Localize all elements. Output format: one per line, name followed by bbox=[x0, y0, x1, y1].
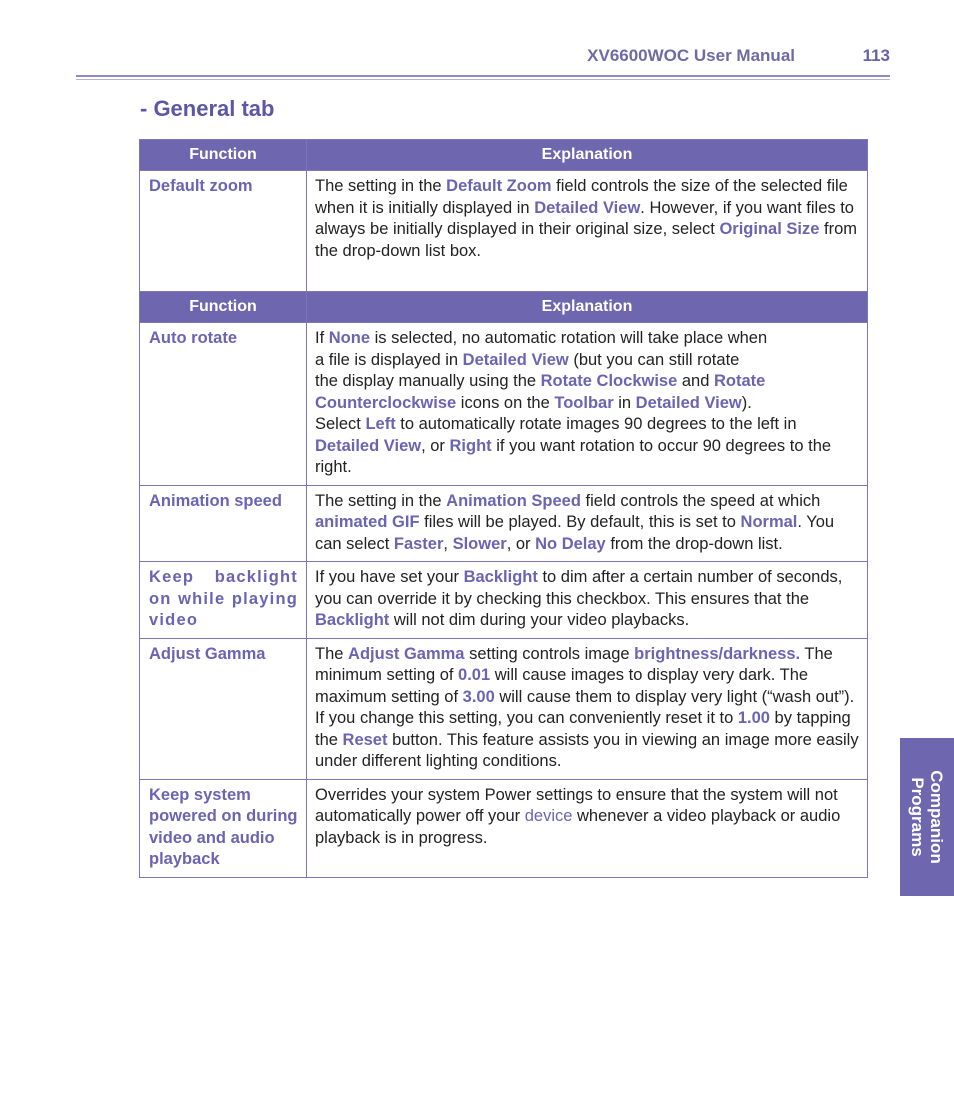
highlighted-term: Slower bbox=[452, 534, 507, 553]
highlighted-term: 3.00 bbox=[462, 687, 495, 706]
explanation-text: to automatically rotate images 90 degrees to the left in bbox=[395, 415, 797, 433]
default-zoom-table bbox=[139, 139, 868, 292]
side-tab-label bbox=[908, 770, 946, 864]
explanation-text: The setting in the bbox=[315, 491, 447, 510]
highlighted-term: Faster bbox=[393, 534, 444, 553]
section-title: - General tab bbox=[140, 96, 275, 121]
manual-title: XV6600WOC User Manual bbox=[587, 46, 795, 65]
explanation-text: ). bbox=[741, 393, 752, 412]
explanation-text: field controls the size of the selected file when it is initially displayed in bbox=[315, 177, 848, 217]
function-column-header: Function bbox=[140, 292, 307, 323]
explanation-text: if you want rotation to occur 90 degrees to the right. bbox=[315, 436, 832, 476]
explanation-cell bbox=[307, 323, 868, 486]
side-tab-line1: Companion bbox=[927, 770, 946, 864]
header-rule-thin bbox=[76, 79, 890, 80]
highlighted-term: Animation Speed bbox=[446, 491, 581, 510]
explanation-text: (but you can still rotate bbox=[568, 350, 740, 369]
explanation-text: will cause them to display very light (“wash out”). If you change this setting, you can conveniently reset it to bbox=[315, 687, 855, 727]
explanation-cell bbox=[307, 562, 868, 639]
explanation-text: button. This feature assists you in viewing an image more easily under different lighting conditions. bbox=[315, 730, 859, 770]
explanation-cell bbox=[307, 638, 868, 779]
highlighted-term: Default Zoom bbox=[446, 177, 552, 195]
explanation-text: icons on the bbox=[456, 393, 555, 412]
explanation-text: to dim after a certain number of seconds, you can override it by checking this checkbox. This ensures that the bbox=[315, 568, 843, 608]
explanation-text: by tapping the bbox=[315, 709, 851, 749]
highlighted-term: Backlight bbox=[463, 568, 538, 586]
explanation-text: will cause images to display very dark. The maximum setting of bbox=[315, 666, 809, 706]
explanation-text: If bbox=[315, 329, 329, 347]
highlighted-term: No Delay bbox=[535, 534, 606, 553]
settings-table bbox=[139, 291, 868, 878]
table-row bbox=[140, 171, 868, 292]
explanation-text: is selected, no automatic rotation will take place when bbox=[370, 329, 768, 347]
explanation-text: from the drop-down list box. bbox=[315, 220, 857, 260]
explanation-text: will not dim during your video playbacks. bbox=[389, 611, 690, 629]
highlighted-term: Right bbox=[449, 436, 492, 455]
highlighted-term: device bbox=[524, 807, 573, 825]
highlighted-term: Detailed View bbox=[462, 350, 569, 369]
highlighted-term: animated GIF bbox=[315, 513, 420, 531]
explanation-text: field controls the speed at which bbox=[580, 491, 821, 510]
table-row bbox=[140, 485, 868, 562]
explanation-text: files will be played. By default, this is set to bbox=[419, 513, 741, 531]
highlighted-term: 1.00 bbox=[737, 709, 770, 727]
explanation-text: Overrides your system Power settings to ensure that the system will not automatically power off your bbox=[315, 785, 838, 825]
explanation-text: The setting in the bbox=[315, 177, 447, 195]
function-cell: Keep system powered on during video and audio playback bbox=[140, 779, 307, 877]
function-cell: Adjust Gamma bbox=[140, 638, 307, 779]
function-cell: Animation speed bbox=[140, 485, 307, 562]
explanation-cell bbox=[307, 779, 868, 877]
highlighted-term: None bbox=[328, 329, 371, 347]
explanation-text: Select bbox=[315, 415, 366, 433]
explanation-text: If you have set your bbox=[315, 568, 464, 586]
explanation-text: , or bbox=[421, 436, 450, 455]
table-row bbox=[140, 638, 868, 779]
highlighted-term: Detailed View bbox=[315, 436, 422, 455]
explanation-column-header: Explanation bbox=[307, 292, 868, 323]
highlighted-term: Detailed View bbox=[534, 198, 641, 217]
highlighted-term: Toolbar bbox=[554, 393, 614, 412]
explanation-text: The minimum setting of bbox=[315, 644, 833, 684]
header-rule bbox=[76, 75, 890, 77]
explanation-text: The bbox=[315, 644, 349, 663]
highlighted-term: 0.01 bbox=[458, 666, 491, 684]
explanation-text: in bbox=[613, 393, 636, 412]
explanation-text: from the drop-down list. bbox=[605, 534, 783, 553]
highlighted-term: Adjust Gamma bbox=[348, 644, 465, 663]
function-cell: Default zoom bbox=[140, 171, 307, 292]
highlighted-term: Detailed View bbox=[635, 393, 742, 412]
explanation-text: whenever a video playback or audio playback is in progress. bbox=[315, 807, 841, 847]
function-cell: Auto rotate bbox=[140, 323, 307, 486]
side-tab-line2: Programs bbox=[908, 777, 927, 857]
highlighted-term: Backlight bbox=[315, 611, 390, 629]
table-row bbox=[140, 323, 868, 486]
highlighted-term: Normal bbox=[740, 513, 798, 531]
highlighted-term: brightness/darkness. bbox=[634, 644, 801, 663]
highlighted-term: Left bbox=[365, 415, 396, 433]
table-row bbox=[140, 562, 868, 639]
highlighted-term: Reset bbox=[342, 730, 388, 749]
explanation-column-header: Explanation bbox=[307, 140, 868, 171]
page-number: 113 bbox=[862, 46, 890, 65]
explanation-text: setting controls image bbox=[464, 644, 635, 663]
table-header-row bbox=[140, 140, 868, 171]
page-header bbox=[76, 44, 890, 78]
function-cell: Keep backlight on while playing video bbox=[140, 562, 307, 639]
explanation-text: a file is displayed in bbox=[315, 350, 463, 369]
section-side-tab[interactable] bbox=[900, 738, 954, 896]
explanation-text: the display manually using the bbox=[315, 372, 541, 390]
explanation-cell bbox=[307, 171, 868, 292]
explanation-text: and bbox=[677, 372, 714, 390]
highlighted-term: Rotate Clockwise bbox=[540, 372, 678, 390]
explanation-text: . You can select bbox=[315, 513, 835, 553]
highlighted-term: Rotate Counterclockwise bbox=[315, 372, 766, 412]
function-column-header: Function bbox=[140, 140, 307, 171]
table-row bbox=[140, 779, 868, 877]
table-header-row bbox=[140, 292, 868, 323]
explanation-text: , or bbox=[506, 534, 536, 553]
explanation-text: , bbox=[443, 534, 453, 553]
highlighted-term: Original Size bbox=[719, 220, 820, 238]
explanation-text: . However, if you want files to always be initially displayed in their original size, select bbox=[315, 198, 854, 238]
explanation-cell bbox=[307, 485, 868, 562]
